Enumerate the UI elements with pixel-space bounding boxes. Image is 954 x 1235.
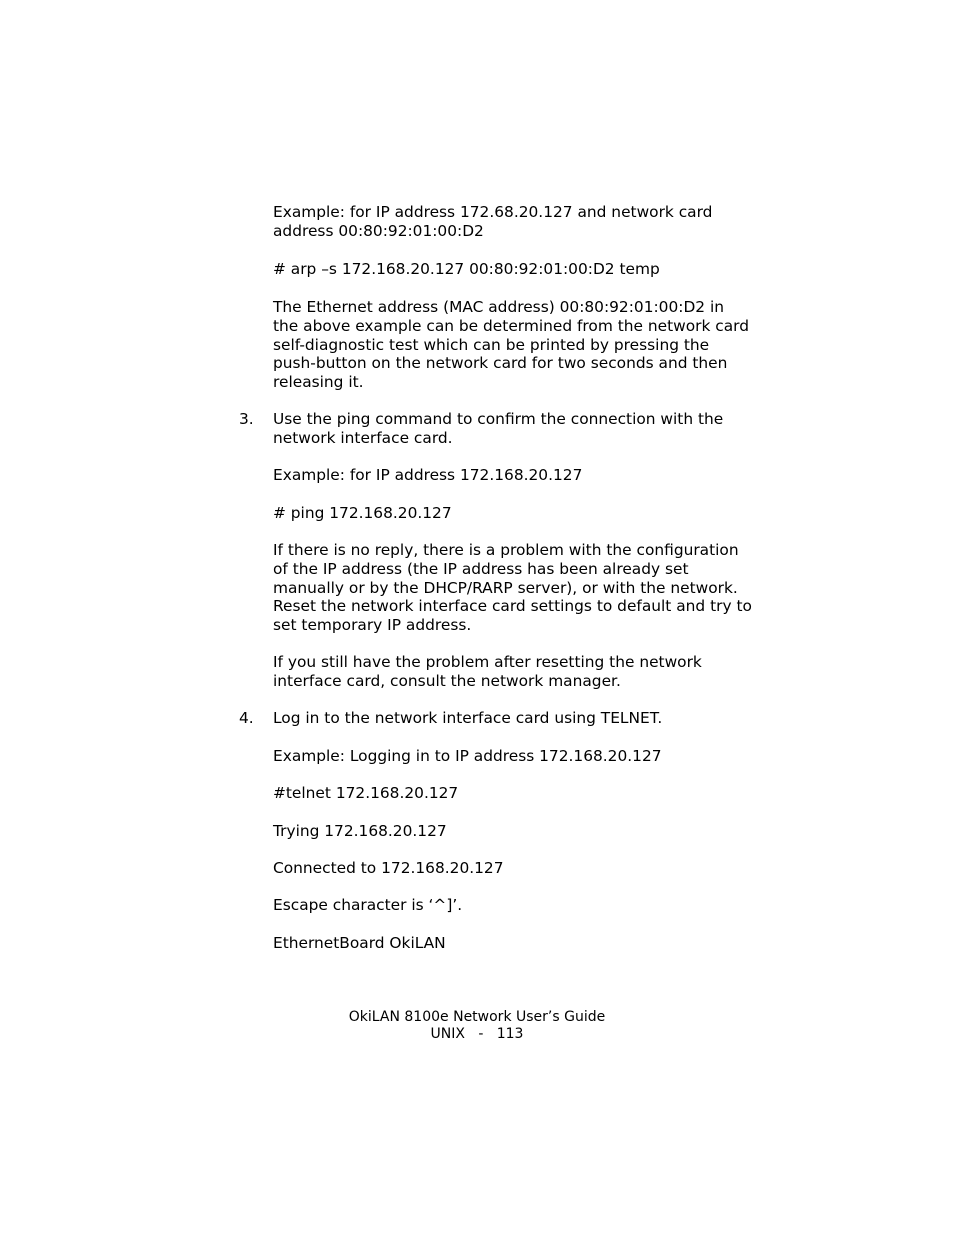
step-4-number: 4.: [239, 709, 254, 727]
telnet-board-line: EthernetBoard OkiLAN: [273, 934, 446, 952]
step-4-text: Log in to the network interface card using TELNET.: [273, 709, 663, 727]
still-problem-paragraph: If you still have the problem after resetting the network interface card, consult the network manager.: [273, 653, 702, 690]
telnet-connected-line: Connected to 172.168.20.127: [273, 859, 504, 877]
example-telnet-intro: Example: Logging in to IP address 172.168.20.127: [273, 747, 662, 765]
telnet-escape-line: Escape character is ‘^]’.: [273, 896, 463, 914]
example-arp-intro: Example: for IP address 172.68.20.127 and network card address 00:80:92:01:00:D2: [273, 203, 713, 240]
footer-title: OkiLAN 8100e Network User’s Guide: [348, 1009, 606, 1025]
example-ping-intro: Example: for IP address 172.168.20.127: [273, 466, 583, 484]
mac-address-paragraph: The Ethernet address (MAC address) 00:80:92:01:00:D2 in the above example can be determined from the network card self-diagnostic test which can be printed by pressing the push-button on the network card for two seconds and then releasing it.: [273, 298, 749, 392]
footer-page-number: UNIX - 113: [430, 1026, 524, 1042]
step-3-number: 3.: [239, 410, 254, 428]
arp-command: # arp –s 172.168.20.127 00:80:92:01:00:D2 temp: [273, 260, 660, 278]
no-reply-paragraph: If there is no reply, there is a problem with the configuration of the IP address (the IP address has been already set manually or by the DHCP/RARP server), or with the network. Reset the network interface card settings to default and try to set temporary IP address.: [273, 541, 752, 635]
telnet-trying-line: Trying 172.168.20.127: [273, 822, 447, 840]
telnet-command: #telnet 172.168.20.127: [273, 784, 459, 802]
ping-command: # ping 172.168.20.127: [273, 504, 452, 522]
step-3-text: Use the ping command to confirm the connection with the network interface card.: [273, 410, 724, 447]
